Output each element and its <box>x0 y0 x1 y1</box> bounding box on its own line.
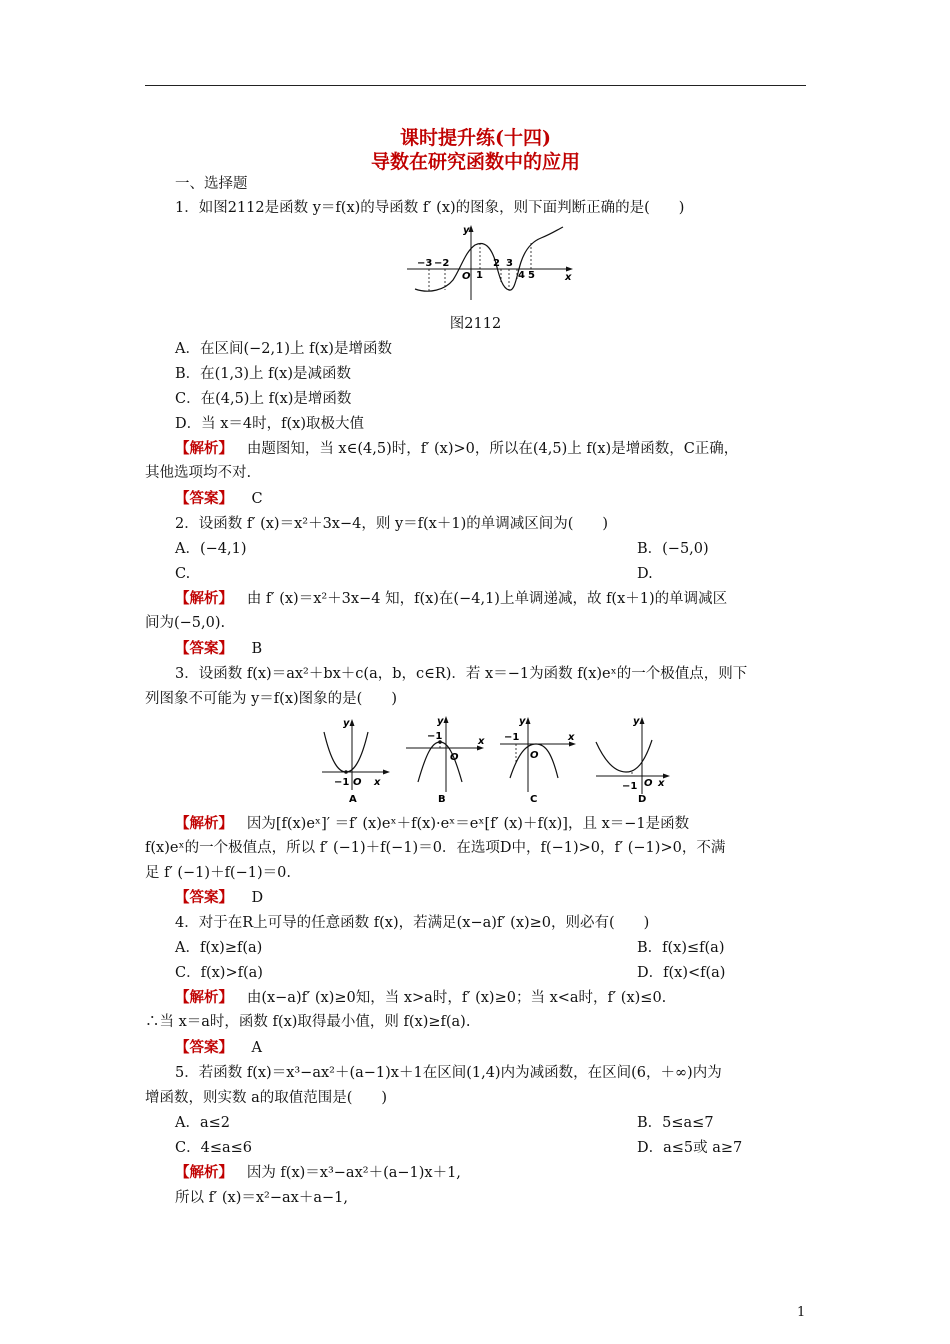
graph-label: x <box>478 736 485 747</box>
analysis-tag: 【解析】 <box>175 440 233 457</box>
analysis-tag: 【解析】 <box>175 815 233 832</box>
tick-label: −2 <box>434 258 450 269</box>
q4-analysis-cont: ∴当 x＝a时，函数 f(x)取得最小值，则 f(x)≥f(a). <box>145 1014 471 1030</box>
analysis-tag: 【解析】 <box>175 590 233 607</box>
q1-answer <box>175 489 263 509</box>
q5-analysis <box>175 1163 461 1183</box>
page-subtitle: 导数在研究函数中的应用 <box>370 151 580 173</box>
q2-analysis <box>175 589 727 609</box>
q5-option-c: C．4≤a≤6 <box>175 1140 252 1156</box>
graph-label: y <box>343 718 350 729</box>
q4-option-c: C．f(x)>f(a) <box>175 965 263 981</box>
q1-stem: 1．如图2112是函数 y＝f(x)的导函数 f′ (x)的图象，则下面判断正确的是( ) <box>175 200 685 216</box>
q3-answer <box>175 888 263 908</box>
q1-option-a: A．在区间(−2,1)上 f(x)是增函数 <box>175 341 392 357</box>
analysis-text: 因为[f(x)eˣ]′ ＝f′ (x)eˣ＋f(x)·eˣ＝eˣ[f′ (x)＋f(x)]，且 x＝−1是函数 <box>246 816 690 832</box>
q5-option-d: D．a≤5或 a≥7 <box>637 1140 743 1156</box>
q2-option-b: B．(−5,0) <box>637 541 709 557</box>
tick-label: 5 <box>528 270 535 281</box>
graph-label: −1 <box>622 781 638 792</box>
answer-tag: 【答案】 <box>175 640 233 657</box>
q1-option-c: C．在(4,5)上 f(x)是增函数 <box>175 391 352 407</box>
graph-origin-label: O <box>462 271 471 282</box>
panel-label: B <box>438 794 446 805</box>
q1-option-d: D．当 x＝4时，f(x)取极大值 <box>175 416 364 432</box>
panel-label: A <box>349 794 357 805</box>
graph-label: x <box>658 778 665 789</box>
analysis-text: 由 f′ (x)＝x²＋3x−4 知，f(x)在(−4,1)上单调递减，故 f(x＋1)的单调减区 <box>246 591 728 607</box>
figure-caption: 图2112 <box>449 316 502 332</box>
q1-option-b: B．在(1,3)上 f(x)是减函数 <box>175 366 351 382</box>
answer-value: C <box>251 491 263 507</box>
graph-label: y <box>633 716 640 727</box>
answer-value: A <box>251 1040 262 1056</box>
q2-stem: 2．设函数 f′ (x)＝x²＋3x−4，则 y＝f(x＋1)的单调减区间为( ) <box>175 516 609 532</box>
answer-value: B <box>251 641 263 657</box>
q2-option-c: C. <box>175 566 191 582</box>
graph-label: O <box>450 752 459 763</box>
q4-analysis <box>175 988 666 1008</box>
analysis-tag: 【解析】 <box>175 1164 233 1181</box>
q5-option-b: B．5≤a≤7 <box>637 1115 714 1131</box>
q2-option-d: D. <box>637 566 653 582</box>
graph-y-label: y <box>463 225 470 236</box>
answer-tag: 【答案】 <box>175 1039 233 1056</box>
panel-label: D <box>638 794 647 805</box>
q3-stem: 3．设函数 f(x)＝ax²＋bx＋c(a，b，c∈R)．若 x＝−1为函数 f(x)eˣ的一个极值点，则下 <box>175 666 748 682</box>
panel-label: C <box>530 794 538 805</box>
q3-graph-a <box>314 714 396 806</box>
header-rule <box>145 85 806 86</box>
graph-label: O <box>353 777 362 788</box>
q5-stem: 5．若函数 f(x)＝x³−ax²＋(a−1)x＋1在区间(1,4)内为减函数，在区间(6，＋∞)内为 <box>175 1065 722 1081</box>
q1-analysis <box>175 439 738 459</box>
q3-analysis <box>175 814 689 834</box>
tick-label: 3 <box>506 258 513 269</box>
q2-analysis-cont: 间为(−5,0). <box>145 615 226 631</box>
q3-stem-cont: 列图象不可能为 y＝f(x)图象的是( ) <box>145 691 397 707</box>
q3-analysis-cont: f(x)eˣ的一个极值点，所以 f′ (−1)＋f(−1)＝0．在选项D中，f(−1)>0，f′ (−1)>0，不满 <box>145 840 726 856</box>
graph-label: y <box>519 716 526 727</box>
graph-label: −1 <box>504 732 520 743</box>
answer-tag: 【答案】 <box>175 490 233 507</box>
q3-graph-d <box>588 714 680 806</box>
q1-analysis-cont: 其他选项均不对. <box>145 465 252 481</box>
graph-label: −1 <box>334 777 350 788</box>
q4-option-a: A．f(x)≥f(a) <box>175 940 263 956</box>
graph-label: y <box>437 716 444 727</box>
answer-tag: 【答案】 <box>175 889 233 906</box>
q3-graph-b <box>402 714 492 806</box>
page-title: 课时提升练(十四) <box>400 127 551 149</box>
q1-derivative-graph <box>405 222 575 302</box>
graph-label: O <box>530 750 539 761</box>
graph-label: −1 <box>427 731 443 742</box>
q3-analysis-cont2: 足 f′ (−1)＋f(−1)＝0. <box>145 865 291 881</box>
tick-label: 1 <box>476 270 483 281</box>
q4-answer <box>175 1038 262 1058</box>
q3-graph-c <box>496 714 582 806</box>
q4-option-d: D．f(x)<f(a) <box>637 965 726 981</box>
graph-label: x <box>568 732 575 743</box>
graph-label: x <box>374 777 381 788</box>
graph-x-label: x <box>565 272 572 283</box>
answer-value: D <box>251 890 264 906</box>
q4-stem: 4．对于在R上可导的任意函数 f(x)，若满足(x−a)f′ (x)≥0，则必有( ) <box>175 915 650 931</box>
q5-option-a: A．a≤2 <box>175 1115 230 1131</box>
q4-option-b: B．f(x)≤f(a) <box>637 940 725 956</box>
tick-label: 2 <box>493 258 500 269</box>
tick-label: −3 <box>417 258 433 269</box>
section-heading: 一、选择题 <box>175 176 248 192</box>
q5-analysis-cont: 所以 f′ (x)＝x²−ax＋a−1, <box>175 1190 348 1206</box>
q2-option-a: A．(−4,1) <box>175 541 247 557</box>
graph-label: O <box>644 778 653 789</box>
analysis-text: 因为 f(x)＝x³−ax²＋(a−1)x＋1, <box>246 1165 461 1181</box>
q5-stem-cont: 增函数，则实数 a的取值范围是( ) <box>145 1090 388 1106</box>
tick-label: 4 <box>518 270 525 281</box>
analysis-text: 由题图知，当 x∈(4,5)时，f′ (x)>0，所以在(4,5)上 f(x)是增函数，C正确， <box>246 441 739 457</box>
analysis-text: 由(x−a)f′ (x)≥0知，当 x>a时，f′ (x)≥0；当 x<a时，f′ (x)≤0. <box>246 990 667 1006</box>
q2-answer <box>175 639 262 659</box>
page-number: 1 <box>797 1305 806 1320</box>
analysis-tag: 【解析】 <box>175 989 233 1006</box>
